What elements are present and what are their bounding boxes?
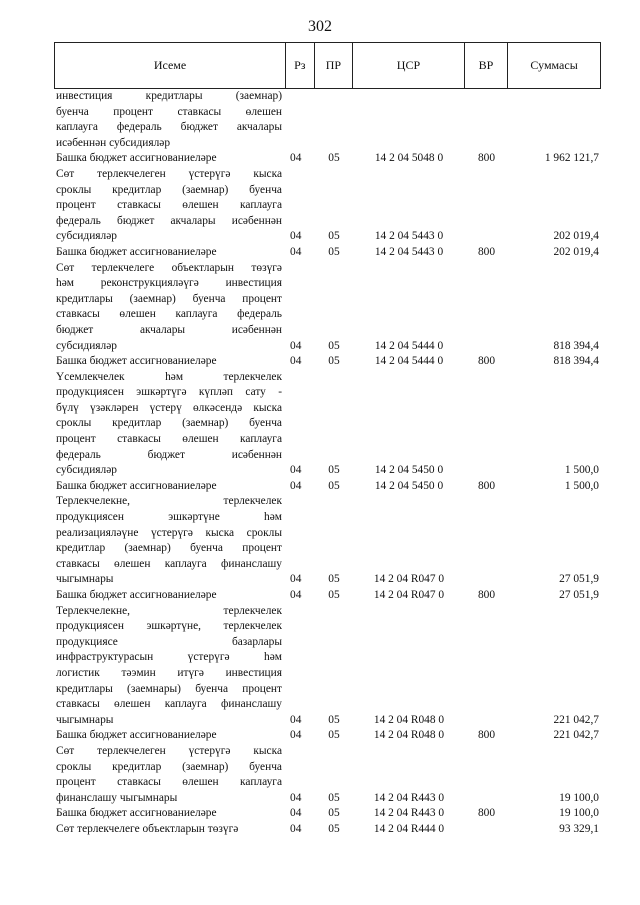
row-name-line: бүлү үзәкләрен үстерү өлкәсендә кыска xyxy=(56,401,282,414)
row-name-line: Башка бюджет ассигнованиеләре xyxy=(56,245,217,258)
row-sum: 27 051,9 xyxy=(559,589,599,601)
row-name-line: сроклы кредитлар (заемнар) буенча xyxy=(56,760,282,773)
row-name-line: Башка бюджет ассигнованиеләре xyxy=(56,589,217,601)
table-row xyxy=(54,604,601,729)
row-name xyxy=(54,151,287,167)
row-csr: 14 2 04 5450 0 xyxy=(374,479,444,492)
table-row xyxy=(54,261,601,355)
row-name xyxy=(54,261,287,355)
row-csr: 14 2 04 R048 0 xyxy=(373,729,445,742)
row-name-line: чыгымнары xyxy=(56,713,114,726)
row-sum: 818 394,4 xyxy=(553,355,599,368)
row-name-line: процент ставкасы өлешен каплауга xyxy=(56,776,282,789)
row-name xyxy=(54,245,287,261)
row-name-line: чыгымнары xyxy=(56,573,114,586)
row-pr: 05 xyxy=(328,573,340,586)
row-name-line: субсидияләр xyxy=(56,339,117,352)
row-name-line: Сөт терлекчелеген үстерүгә кыска xyxy=(56,167,282,180)
row-csr: 14 2 04 5048 0 xyxy=(374,152,444,165)
row-rz: 04 xyxy=(290,245,302,258)
row-vr: 800 xyxy=(477,729,496,742)
row-vr: 800 xyxy=(477,807,496,820)
table-row xyxy=(54,354,601,370)
row-csr: 14 2 04 5443 0 xyxy=(374,230,444,243)
row-pr: 05 xyxy=(328,822,340,835)
row-sum: 19 100,0 xyxy=(559,791,599,804)
row-name xyxy=(54,806,287,822)
row-name-line: Терлекчелекне, терлекчелек xyxy=(56,604,282,617)
row-name xyxy=(54,822,287,838)
row-name-line: буенча процент ставкасы өлешен xyxy=(56,105,282,118)
row-name-line: ставкасы өлешен каплауга финанслашу xyxy=(56,557,282,570)
row-csr: 14 2 04 R443 0 xyxy=(373,807,445,820)
row-name-line: процент ставкасы өлешен каплауга xyxy=(56,433,282,446)
row-sum: 1 962 121,7 xyxy=(544,152,599,165)
row-name xyxy=(54,604,287,729)
page-number: 302 xyxy=(308,18,332,35)
row-sum: 27 051,9 xyxy=(559,573,599,586)
row-name xyxy=(54,588,287,604)
row-rz: 04 xyxy=(290,791,302,804)
row-pr: 05 xyxy=(328,713,340,726)
row-rz: 04 xyxy=(290,230,302,243)
row-name-line: Үсемлекчелек һәм терлекчелек xyxy=(56,370,282,383)
row-rz: 04 xyxy=(290,355,302,368)
row-name-line: продукциясен эшкәртүгә күпләп сату - xyxy=(56,386,282,399)
row-rz: 04 xyxy=(290,464,302,477)
row-rz: 04 xyxy=(290,713,302,726)
row-name-line: Сөт терлекчелеге объектларын төзүгә xyxy=(56,822,239,835)
row-pr: 05 xyxy=(328,807,340,820)
row-name-line: федераль бюджет акчалары исәбеннән xyxy=(56,214,282,227)
row-rz: 04 xyxy=(290,152,302,165)
row-rz: 04 xyxy=(290,479,302,492)
row-name xyxy=(54,167,287,245)
row-vr: 800 xyxy=(477,479,496,492)
table-row xyxy=(54,494,601,588)
row-sum: 202 019,4 xyxy=(553,245,599,258)
row-name-line: Башка бюджет ассигнованиеләре xyxy=(56,729,217,742)
table-row xyxy=(54,89,601,151)
row-name-line: Сөт терлекчелеге объектларын төзүгә xyxy=(56,261,282,274)
row-sum: 221 042,7 xyxy=(553,729,599,742)
row-name-line: субсидияләр xyxy=(56,464,117,477)
row-pr: 05 xyxy=(328,464,340,477)
row-name-line: инфраструктурасын үстерүгә һәм xyxy=(56,651,282,664)
row-csr: 14 2 04 R047 0 xyxy=(373,589,445,601)
table-row xyxy=(54,479,601,495)
row-name-line: Башка бюджет ассигнованиеләре xyxy=(56,807,217,820)
row-name xyxy=(54,744,287,806)
row-name-line: бюджет акчалары исәбеннән xyxy=(56,323,282,336)
row-name-line: логистик тәэмин итүгә инвестиция xyxy=(56,666,282,679)
row-sum: 19 100,0 xyxy=(559,807,599,820)
table-body xyxy=(54,89,601,838)
row-vr: 800 xyxy=(477,152,496,165)
row-name-line: сроклы кредитлар (заемнар) буенча xyxy=(56,417,282,430)
row-name-line: субсидияләр xyxy=(56,230,117,243)
row-name-line: федераль бюджет исәбеннән xyxy=(56,448,282,461)
row-name-line: ставкасы өлешен каплауга финанслашу xyxy=(56,698,282,711)
table-row xyxy=(54,167,601,245)
table-row xyxy=(54,588,601,604)
row-rz: 04 xyxy=(290,589,302,601)
row-name-line: кредитлар (заемнар) буенча процент xyxy=(56,542,282,555)
row-vr: 800 xyxy=(477,355,496,368)
header-sum: Суммасы xyxy=(507,43,600,88)
row-name xyxy=(54,89,287,151)
table-row xyxy=(54,728,601,744)
row-vr: 800 xyxy=(477,245,496,258)
table-row xyxy=(54,151,601,167)
row-name-line: продукциясен эшкәртүне һәм xyxy=(56,511,282,524)
row-csr: 14 2 04 R048 0 xyxy=(373,713,445,726)
row-pr: 05 xyxy=(328,355,340,368)
header-name: Исеме xyxy=(153,57,187,72)
row-name-line: кредитлары (заемнары) буенча процент xyxy=(56,682,282,695)
row-rz: 04 xyxy=(290,573,302,586)
table-row xyxy=(54,744,601,806)
row-csr: 14 2 04 5443 0 xyxy=(374,245,444,258)
row-name-line: каплауга федераль бюджет акчалары xyxy=(56,121,282,134)
row-csr: 14 2 04 R444 0 xyxy=(373,822,445,835)
row-sum: 1 500,0 xyxy=(564,479,599,492)
row-name-line: сроклы кредитлар (заемнар) буенча xyxy=(56,183,282,196)
row-pr: 05 xyxy=(328,791,340,804)
row-csr: 14 2 04 R443 0 xyxy=(373,791,445,804)
row-name-line: ставкасы өлешен каплауга федераль xyxy=(56,308,282,321)
row-pr: 05 xyxy=(328,152,340,165)
row-name xyxy=(54,370,287,479)
row-csr: 14 2 04 R047 0 xyxy=(373,573,445,586)
row-name xyxy=(54,354,287,370)
row-name-line: Башка бюджет ассигнованиеләре xyxy=(56,479,217,492)
table-row xyxy=(54,370,601,479)
row-csr: 14 2 04 5444 0 xyxy=(374,339,444,352)
header-rz: Рз xyxy=(285,43,314,88)
row-rz: 04 xyxy=(290,807,302,820)
row-name xyxy=(54,494,287,588)
row-name-line: кредитлары (заемнар) буенча процент xyxy=(56,292,282,305)
row-pr: 05 xyxy=(328,339,340,352)
row-rz: 04 xyxy=(290,339,302,352)
row-name-line: реализацияләүне үстерүгә кыска сроклы xyxy=(56,526,282,539)
row-csr: 14 2 04 5450 0 xyxy=(374,464,444,477)
row-name xyxy=(54,479,287,495)
row-name-line: Башка бюджет ассигнованиеләре xyxy=(56,152,217,165)
row-sum: 221 042,7 xyxy=(553,713,599,726)
row-name-line: Башка бюджет ассигнованиеләре xyxy=(56,355,217,368)
row-pr: 05 xyxy=(328,230,340,243)
row-sum: 93 329,1 xyxy=(559,822,599,835)
row-pr: 05 xyxy=(328,479,340,492)
row-sum: 1 500,0 xyxy=(564,464,599,477)
row-vr: 800 xyxy=(477,589,496,601)
header-csr: ЦСР xyxy=(352,43,464,88)
row-sum: 818 394,4 xyxy=(553,339,599,352)
table-row xyxy=(54,822,601,838)
row-name-line: һәм реконструкцияләүгә инвестиция xyxy=(56,277,282,290)
header-pr: ПР xyxy=(314,43,353,88)
row-name-line: Сөт терлекчелеген үстерүгә кыска xyxy=(56,744,282,757)
row-name-line: исәбеннән субсидияләр xyxy=(56,136,171,149)
row-rz: 04 xyxy=(290,729,302,742)
row-rz: 04 xyxy=(290,822,302,835)
row-name-line: продукциясе базарлары xyxy=(56,635,282,648)
row-name-line: продукциясен эшкәртүне, терлекчелек xyxy=(56,620,282,633)
row-csr: 14 2 04 5444 0 xyxy=(374,355,444,368)
header-vr: ВР xyxy=(464,43,507,88)
row-pr: 05 xyxy=(328,729,340,742)
row-pr: 05 xyxy=(328,245,340,258)
table-header xyxy=(54,42,601,89)
row-name xyxy=(54,728,287,744)
row-name-line: финанслашу чыгымнары xyxy=(56,791,178,804)
row-name-line: Терлекчелекне, терлекчелек xyxy=(56,495,282,508)
table-row xyxy=(54,245,601,261)
budget-table xyxy=(54,42,601,838)
table-row xyxy=(54,806,601,822)
row-name-line: процент ставкасы өлешен каплауга xyxy=(56,199,282,212)
row-sum: 202 019,4 xyxy=(553,230,599,243)
row-name-line: инвестиция кредитлары (заемнар) xyxy=(56,90,282,102)
row-pr: 05 xyxy=(328,589,340,601)
